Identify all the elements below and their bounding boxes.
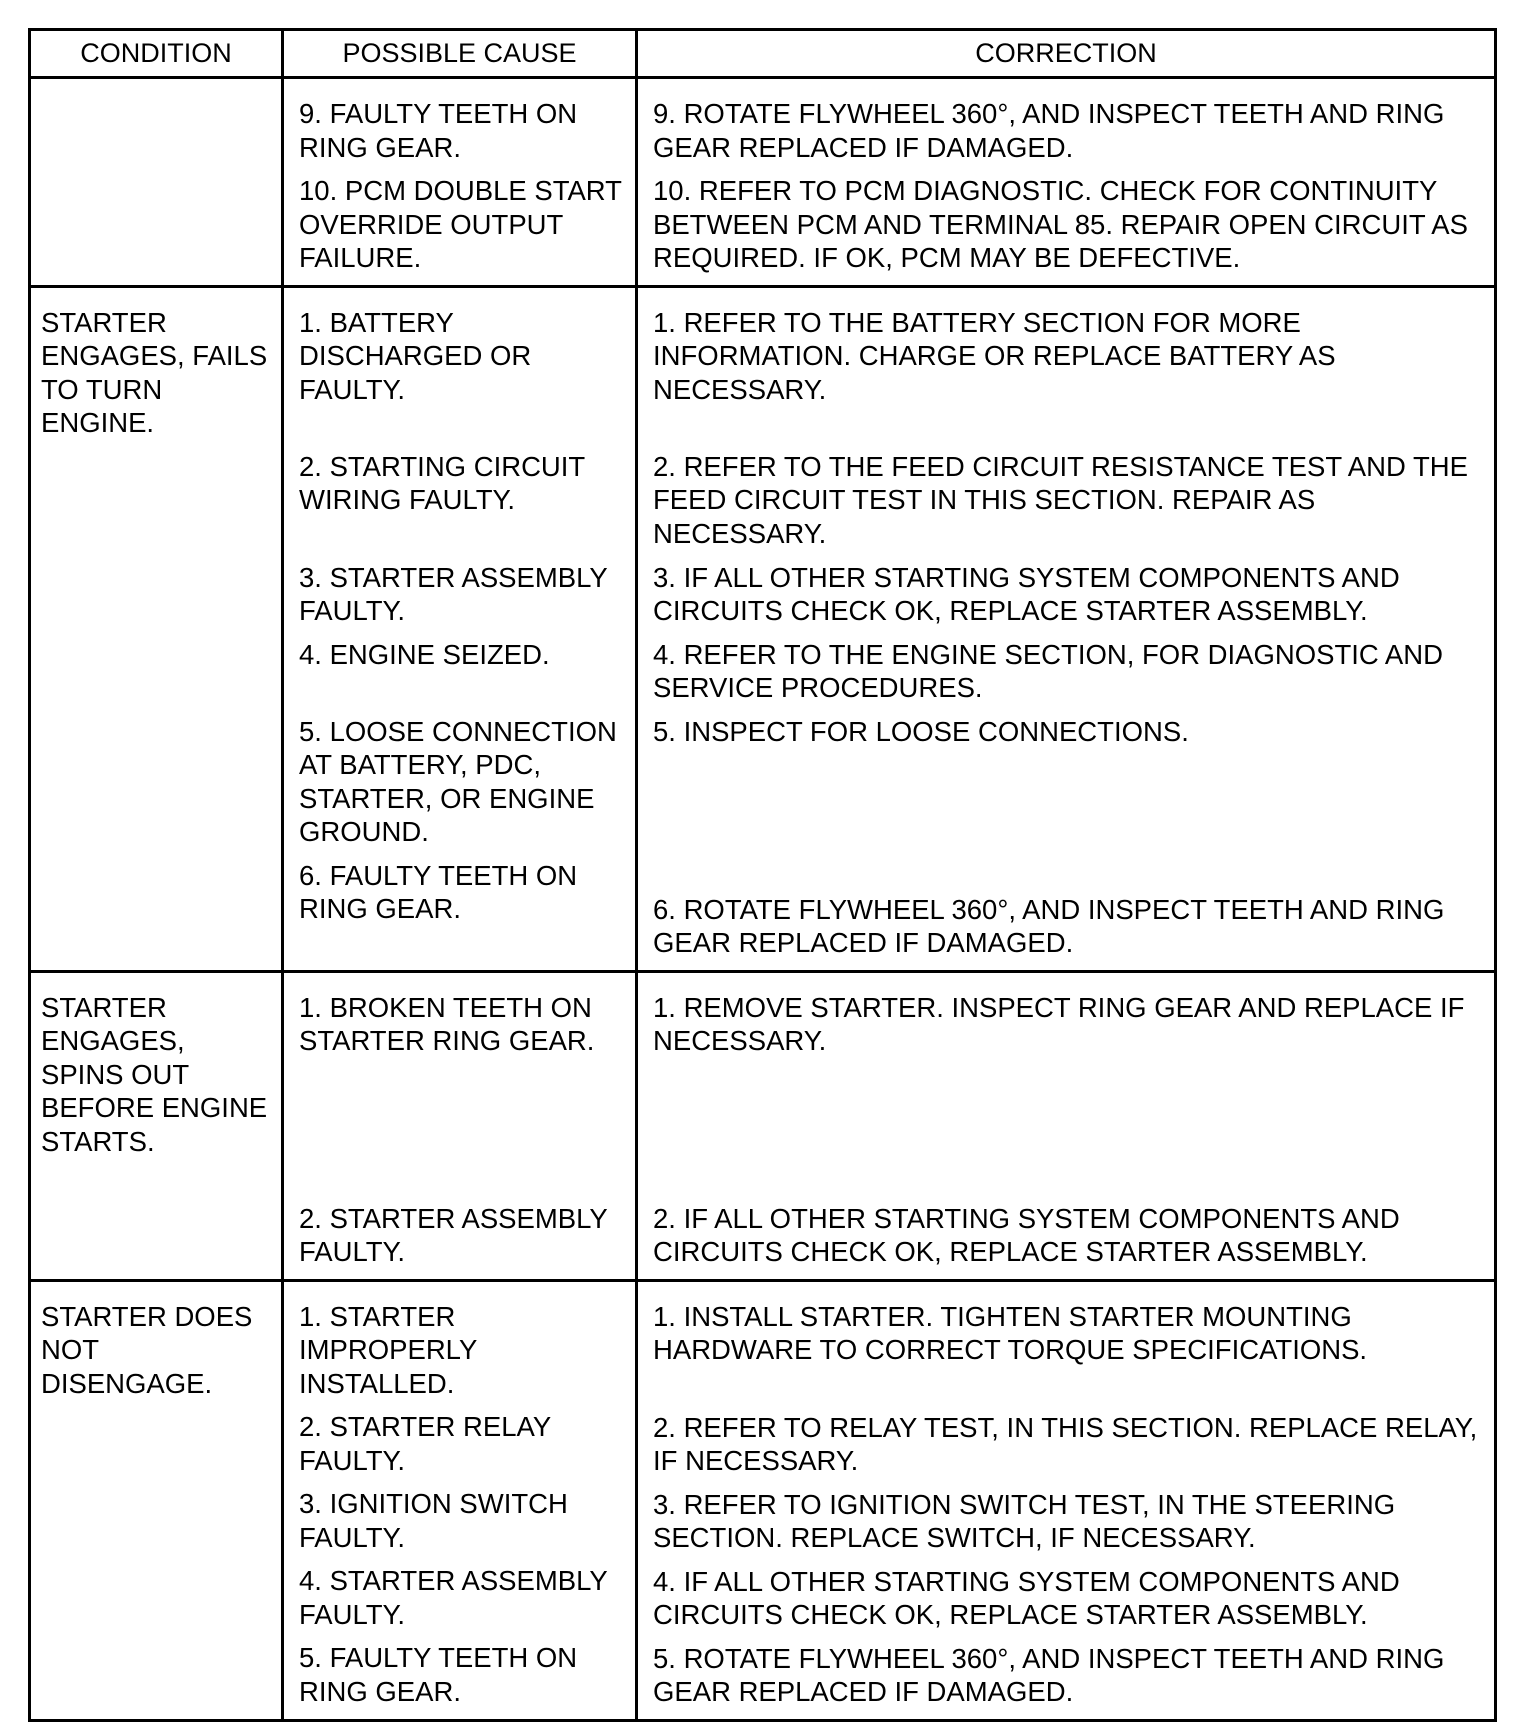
cause-cell [283, 971, 637, 1280]
cause-cell [283, 1280, 637, 1720]
cause-cell [283, 286, 637, 971]
cause-item: 3. IGNITION SWITCH FAULTY. [299, 1488, 568, 1553]
cause-item: 6. FAULTY TEETH ON RING GEAR. [299, 859, 578, 924]
condition-group [30, 971, 1496, 1280]
correction-item: 5. ROTATE FLYWHEEL 360°, AND INSPECT TEETH AND RING GEAR REPLACED IF DAMAGED. [653, 1642, 1445, 1707]
correction-cell [637, 971, 1496, 1280]
header-condition: CONDITION [30, 30, 283, 78]
cause-cell [283, 78, 637, 287]
cause-item: 2. STARTER RELAY FAULTY. [299, 1411, 551, 1476]
correction-item: 4. IF ALL OTHER STARTING SYSTEM COMPONENTS AND CIRCUITS CHECK OK, REPLACE STARTER ASSEMBLY. [653, 1565, 1400, 1630]
condition-group [30, 286, 1496, 971]
cause-item: 3. STARTER ASSEMBLY FAULTY. [299, 561, 608, 626]
header-correction: CORRECTION [637, 30, 1496, 78]
correction-item: 2. REFER TO THE FEED CIRCUIT RESISTANCE TEST AND THE FEED CIRCUIT TEST IN THIS SECTION. REPAIR AS NECESSARY. [653, 450, 1468, 549]
correction-item: 1. INSTALL STARTER. TIGHTEN STARTER MOUNTING HARDWARE TO CORRECT TORQUE SPECIFICATIONS. [653, 1300, 1368, 1365]
correction-item: 9. ROTATE FLYWHEEL 360°, AND INSPECT TEETH AND RING GEAR REPLACED IF DAMAGED. [653, 98, 1445, 163]
correction-item: 3. IF ALL OTHER STARTING SYSTEM COMPONENTS AND CIRCUITS CHECK OK, REPLACE STARTER ASSEMBLY. [653, 561, 1400, 626]
correction-item: 2. REFER TO RELAY TEST, IN THIS SECTION. REPLACE RELAY, IF NECESSARY. [653, 1411, 1478, 1476]
condition-cell [30, 1280, 283, 1720]
diagnosis-table [28, 28, 1497, 1722]
condition-group [30, 1280, 1496, 1720]
condition-text: STARTER ENGAGES, FAILS TO TURN ENGINE. [41, 306, 268, 438]
condition-cell [30, 286, 283, 971]
correction-item: 1. REMOVE STARTER. INSPECT RING GEAR AND REPLACE IF NECESSARY. [653, 991, 1465, 1056]
cause-item: 5. LOOSE CONNECTION AT BATTERY, PDC, STARTER, OR ENGINE GROUND. [299, 715, 617, 847]
cause-item: 1. BATTERY DISCHARGED OR FAULTY. [299, 306, 532, 405]
correction-item: 6. ROTATE FLYWHEEL 360°, AND INSPECT TEETH AND RING GEAR REPLACED IF DAMAGED. [653, 893, 1445, 958]
cause-item: 9. FAULTY TEETH ON RING GEAR. [299, 98, 578, 163]
condition-text: STARTER ENGAGES, SPINS OUT BEFORE ENGINE STARTS. [41, 991, 268, 1157]
condition-cell [30, 971, 283, 1280]
header-possible-cause: POSSIBLE CAUSE [283, 30, 637, 78]
correction-item: 3. REFER TO IGNITION SWITCH TEST, IN THE STEERING SECTION. REPLACE SWITCH, IF NECESSARY. [653, 1488, 1396, 1553]
header-row [30, 30, 1496, 78]
cause-item: 1. STARTER IMPROPERLY INSTALLED. [299, 1300, 477, 1399]
correction-item: 5. INSPECT FOR LOOSE CONNECTIONS. [653, 715, 1189, 747]
correction-item: 4. REFER TO THE ENGINE SECTION, FOR DIAGNOSTIC AND SERVICE PROCEDURES. [653, 638, 1443, 703]
correction-cell [637, 1280, 1496, 1720]
correction-item: 1. REFER TO THE BATTERY SECTION FOR MORE INFORMATION. CHARGE OR REPLACE BATTERY AS NECESSARY. [653, 306, 1336, 405]
cause-item: 10. PCM DOUBLE START OVERRIDE OUTPUT FAILURE. [299, 175, 622, 273]
correction-cell [637, 286, 1496, 971]
correction-cell [637, 78, 1496, 287]
condition-cell [30, 78, 283, 287]
correction-item: 10. REFER TO PCM DIAGNOSTIC. CHECK FOR CONTINUITY BETWEEN PCM AND TERMINAL 85. REPAIR OPEN CIRCUIT AS REQUIRED. IF OK, PCM MAY BE DEFECTIVE. [653, 175, 1468, 273]
cause-item: 2. STARTER ASSEMBLY FAULTY. [299, 1202, 608, 1267]
condition-text: STARTER DOES NOT DISENGAGE. [41, 1300, 253, 1399]
cause-item: 1. BROKEN TEETH ON STARTER RING GEAR. [299, 991, 595, 1056]
condition-group [30, 78, 1496, 287]
cause-item: 4. STARTER ASSEMBLY FAULTY. [299, 1565, 608, 1630]
correction-item: 2. IF ALL OTHER STARTING SYSTEM COMPONENTS AND CIRCUITS CHECK OK, REPLACE STARTER ASSEMBLY. [653, 1202, 1400, 1267]
cause-item: 2. STARTING CIRCUIT WIRING FAULTY. [299, 450, 585, 515]
cause-item: 4. ENGINE SEIZED. [299, 638, 550, 670]
cause-item: 5. FAULTY TEETH ON RING GEAR. [299, 1642, 578, 1707]
